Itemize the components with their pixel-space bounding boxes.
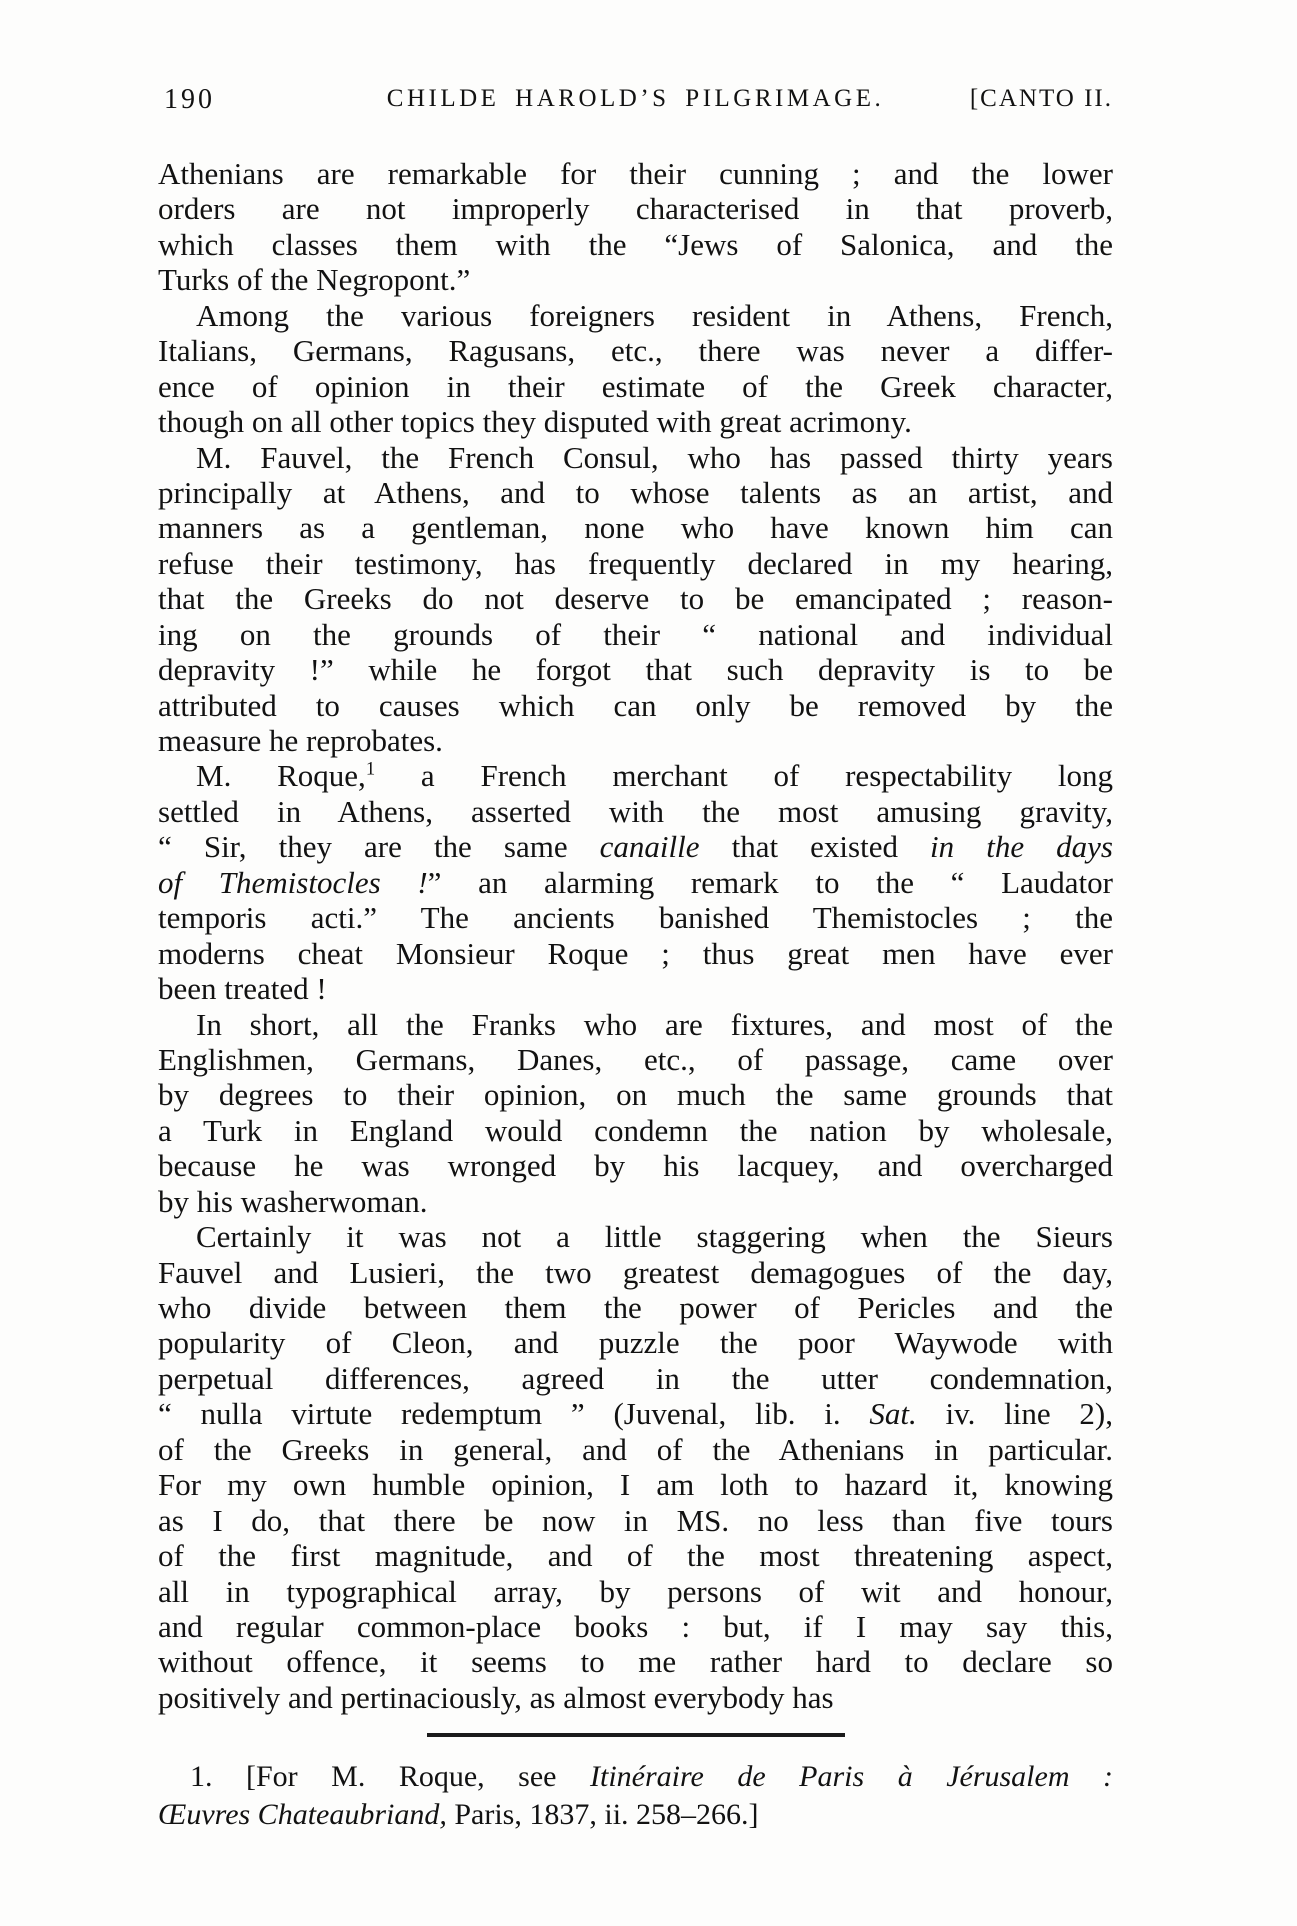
text-line: Fauvel and Lusieri, the two greatest demagogues of the day, <box>158 1254 1113 1290</box>
footnote <box>158 1733 1113 1833</box>
paragraph-1 <box>158 156 1113 298</box>
text-line: without offence, it seems to me rather hard to declare so <box>158 1644 1113 1680</box>
footnote-line: Œuvres Chateaubriand, Paris, 1837, ii. 258–266.] <box>158 1797 759 1831</box>
footnote-divider <box>427 1733 845 1737</box>
text-line: For my own humble opinion, I am loth to hazard it, knowing <box>158 1467 1113 1503</box>
text-line: manners as a gentleman, none who have known him can <box>158 510 1113 546</box>
text-line: attributed to causes which can only be removed by the <box>158 687 1113 723</box>
text-line: “ Sir, they are the same canaille that existed in the days <box>158 829 1113 865</box>
text-line: settled in Athens, asserted with the most amusing gravity, <box>158 793 1113 829</box>
text-line: Athenians are remarkable for their cunning ; and the lower <box>158 156 1113 191</box>
text-line: M. Roque,$^1$ a French merchant of respectability long <box>196 758 1113 794</box>
text-line: by degrees to their opinion, on much the same grounds that <box>158 1077 1113 1113</box>
text-line: measure he reprobates. <box>158 723 443 758</box>
text-line: and regular common-place books : but, if I may say this, <box>158 1608 1113 1644</box>
text-line: by his washerwoman. <box>158 1183 428 1219</box>
text-line: moderns cheat Monsieur Roque ; thus great men have ever <box>158 935 1113 971</box>
paragraph-3 <box>158 440 1113 759</box>
canto-label: [CANTO II. <box>969 85 1113 112</box>
text-line: all in typographical array, by persons of wit and honour, <box>158 1573 1113 1609</box>
text-line: M. Fauvel, the French Consul, who has passed thirty years <box>196 439 1113 475</box>
text-line: which classes them with the “Jews of Salonica, and the <box>158 226 1113 262</box>
paragraph-4 <box>158 758 1113 1006</box>
text-line: as I do, that there be now in MS. no less than five tours <box>158 1502 1113 1538</box>
running-title: CHILDE HAROLD’S PILGRIMAGE. <box>386 85 885 112</box>
text-line: refuse their testimony, has frequently declared in my hearing, <box>158 545 1113 581</box>
text-line: ing on the grounds of their “ national and individual <box>158 616 1113 652</box>
text-line: because he was wronged by his lacquey, and overcharged <box>158 1148 1113 1184</box>
text-line: who divide between them the power of Pericles and the <box>158 1290 1113 1325</box>
text-line: temporis acti.” The ancients banished Themistocles ; the <box>158 900 1113 936</box>
paragraph-2 <box>158 298 1113 440</box>
text-line: Turks of the Negropont.” <box>158 262 471 298</box>
text-line: In short, all the Franks who are fixtures, and most of the <box>196 1006 1113 1042</box>
text-line: been treated ! <box>158 971 327 1007</box>
text-line: popularity of Cleon, and puzzle the poor Waywode with <box>158 1325 1113 1361</box>
text-line: though on all other topics they disputed with great acrimony. <box>158 404 912 440</box>
paragraph-6 <box>158 1219 1113 1715</box>
text-line: positively and pertinaciously, as almost everybody has <box>158 1679 834 1715</box>
text-line: Englishmen, Germans, Danes, etc., of passage, came over <box>158 1041 1113 1077</box>
running-header <box>158 82 1113 116</box>
text-line: Italians, Germans, Ragusans, etc., there was never a differ- <box>158 333 1113 369</box>
text-line: principally at Athens, and to whose talents as an artist, and <box>158 474 1113 510</box>
text-line: that the Greeks do not deserve to be emancipated ; reason- <box>158 581 1113 617</box>
page-number: 190 <box>164 84 215 115</box>
text-line: Certainly it was not a little staggering when the Sieurs <box>196 1219 1113 1255</box>
text-block <box>158 156 1113 1715</box>
text-line: Among the various foreigners resident in Athens, French, <box>196 297 1113 333</box>
text-line: orders are not improperly characterised in that proverb, <box>158 191 1113 227</box>
text-line: of the first magnitude, and of the most threatening aspect, <box>158 1538 1113 1574</box>
paragraph-5 <box>158 1007 1113 1220</box>
text-line: ence of opinion in their estimate of the Greek character, <box>158 368 1113 404</box>
text-line: a Turk in England would condemn the nation by wholesale, <box>158 1112 1113 1148</box>
text-line: “ nulla virtute redemptum ” (Juvenal, lib. i. Sat. iv. line 2), <box>158 1396 1113 1432</box>
text-line: perpetual differences, agreed in the utter condemnation, <box>158 1360 1113 1396</box>
text-line: of Themistocles !” an alarming remark to the “ Laudator <box>158 864 1113 900</box>
footnote-line: 1. [For M. Roque, see Itinéraire de Paris à Jérusalem : <box>190 1760 1113 1793</box>
text-line: depravity !” while he forgot that such depravity is to be <box>158 652 1113 688</box>
text-line: of the Greeks in general, and of the Athenians in particular. <box>158 1431 1113 1467</box>
